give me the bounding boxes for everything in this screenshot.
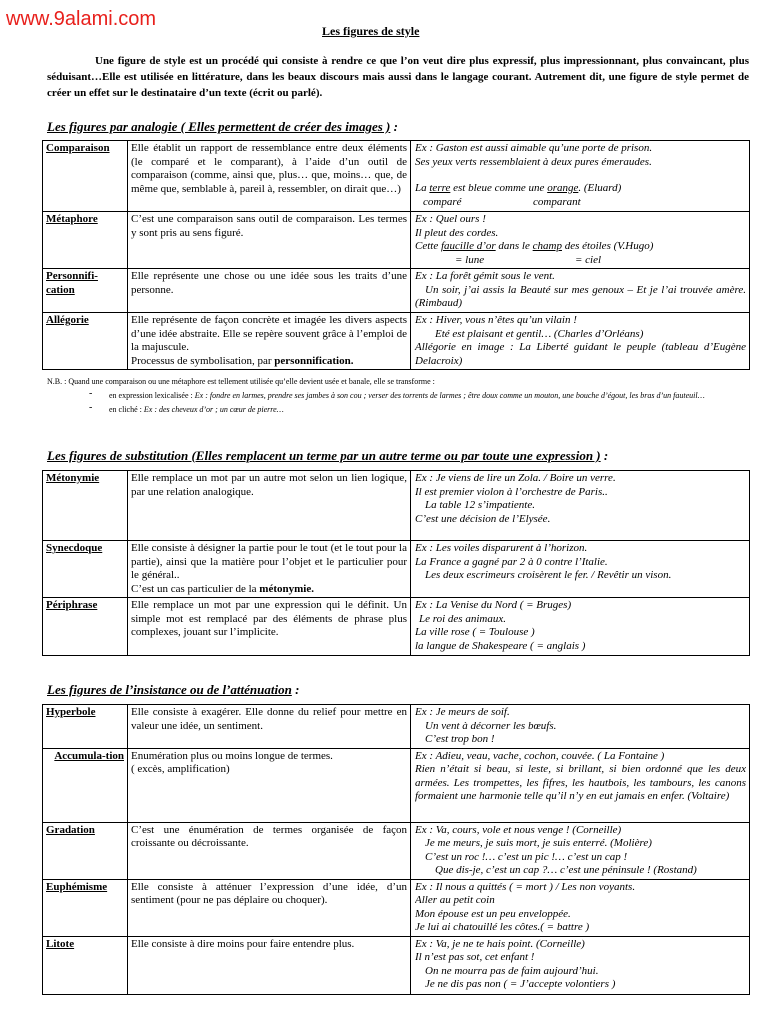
- term-personnification: Personnifi-cation: [43, 269, 128, 313]
- term-hyperbole: Hyperbole: [43, 705, 128, 749]
- term-allegorie: Allégorie: [43, 313, 128, 370]
- definition: Enumération plus ou moins longue de termes. ( excès, amplification): [128, 748, 411, 822]
- table-substitution: [42, 470, 750, 656]
- section-analogie-title: Les figures par analogie ( Elles permettent de créer des images ) :: [47, 119, 398, 134]
- table-insistance: [42, 704, 750, 995]
- term-periphrase: Périphrase: [43, 598, 128, 656]
- site-watermark: www.9alami.com: [6, 8, 157, 30]
- examples: Ex : La Venise du Nord ( = Bruges) Le roi des animaux. La ville rose ( = Toulouse ) la langue de Shakespeare ( = anglais ): [411, 598, 750, 656]
- definition: Elle consiste à exagérer. Elle donne du relief pour mettre en valeur une idée, un sentiment.: [128, 705, 411, 749]
- table-row: [43, 541, 750, 598]
- examples: Ex : Va, cours, vole et nous venge ! (Corneille) Je me meurs, je suis mort, je suis enterré. (Molière) C’est un roc !… c’est un pic !… c’est un cap ! Que dis-je, c’est un cap ?… c’est une péninsule ! (Rostand): [411, 822, 750, 879]
- table-row: [43, 212, 750, 269]
- definition: Elle représente de façon concrète et imagée les divers aspects d’une idée abstraite. Elle se repère souvent grâce à l’emploi de la majuscule. Processus de symbolisation, par personnification.: [128, 313, 411, 370]
- examples: Ex : Je viens de lire un Zola. / Boire un verre. Il est premier violon à l’orchestre de Paris.. La table 12 s’impatiente. C’est une décision de l’Elysée.: [411, 471, 750, 541]
- term-comparaison: Comparaison: [43, 141, 128, 212]
- term-litote: Litote: [43, 936, 128, 994]
- table-analogie: [42, 140, 750, 370]
- examples: Ex : Les voiles disparurent à l’horizon. La France a gagné par 2 à 0 contre l’Italie. Les deux escrimeurs croisèrent le fer. / Revêtir un vison.: [411, 541, 750, 598]
- term-metaphore: Métaphore: [43, 212, 128, 269]
- examples: Ex : Je meurs de soif. Un vent à décorner les bœufs. C’est trop bon !: [411, 705, 750, 749]
- page-title: Les figures de style: [322, 24, 420, 38]
- term-synecdoque: Synecdoque: [43, 541, 128, 598]
- table-row: [43, 748, 750, 822]
- examples: Ex : Il nous a quittés ( = mort ) / Les non voyants. Aller au petit coin Mon épouse est un peu enveloppée. Je lui ai chatouillé les côtes.( = battre ): [411, 879, 750, 936]
- table-row: [43, 822, 750, 879]
- intro-paragraph: Une figure de style est un procédé qui consiste à rendre ce que l’on veut dire plus expressif, plus impressionnant, plus convaincant, plus séduisant…Elle est utilisée en littérature, dans les beaux discours mais aussi dans le langage courant. Autrement dit, une figure de style permet de créer un effet sur le destinataire d’un texte (écrit ou parlé).: [47, 55, 749, 99]
- list-item: - en expression lexicalisée : Ex : fondre en larmes, prendre ses jambes à son cou ; verser des torrents de larmes ; être doux comme un mouton, une bouche d’égout, les bras d’un fauteuil…: [109, 390, 747, 401]
- table-row: [43, 879, 750, 936]
- table-row: [43, 313, 750, 370]
- table-row: [43, 269, 750, 313]
- term-euphemisme: Euphémisme: [43, 879, 128, 936]
- term-metonymie: Métonymie: [43, 471, 128, 541]
- table-row: [43, 936, 750, 994]
- definition: C’est une comparaison sans outil de comparaison. Les termes y sont pris au sens figuré.: [128, 212, 411, 269]
- examples: Ex : Quel ours ! Il pleut des cordes. Cette faucille d’or dans le champ des étoiles (V.Hugo) = lune = ciel: [411, 212, 750, 269]
- definition: C’est une énumération de termes organisée de façon croissante ou décroissante.: [128, 822, 411, 879]
- table-row: [43, 705, 750, 749]
- section-insistance-title: Les figures de l’insistance ou de l’atténuation :: [47, 682, 300, 697]
- examples: Ex : Gaston est aussi aimable qu’une porte de prison. Ses yeux verts ressemblaient à deux pures émeraudes. La terre est bleue comme une orange. (Eluard) comparé comparant: [411, 141, 750, 212]
- definition: Elle remplace un mot par un autre mot selon un lien logique, par une relation analogique.: [128, 471, 411, 541]
- section-substitution-title: Les figures de substitution (Elles remplacent un terme par un autre terme ou par toute une expression ) :: [47, 448, 609, 463]
- table-row: [43, 141, 750, 212]
- definition: Elle remplace un mot par une expression qui le définit. Un simple mot est remplacé par des éléments de phrase plus complexes, jouant sur l’implicite.: [128, 598, 411, 656]
- examples: Ex : Adieu, veau, vache, cochon, couvée. ( La Fontaine ) Rien n’était si beau, si leste, si brillant, si bien ordonné que les deux armées. Les trompettes, les fifres, les hautbois, les tambours, les canons formaient une harmonie telle qu’il n’y en eut jamais en enfer. (Voltaire): [411, 748, 750, 822]
- definition: Elle représente une chose ou une idée sous les traits d’une personne.: [128, 269, 411, 313]
- list-item: - en cliché : Ex : des cheveux d’or ; un cœur de pierre…: [109, 404, 747, 415]
- examples: Ex : Hiver, vous n’êtes qu’un vilain ! Eté est plaisant et gentil… (Charles d’Orléans) Allégorie en image : La Liberté guidant le peuple (tableau d’Eugène Delacroix): [411, 313, 750, 370]
- definition: Elle consiste à dire moins pour faire entendre plus.: [128, 936, 411, 994]
- definition: Elle établit un rapport de ressemblance entre deux éléments (le comparé et le comparant), à l’aide d’un outil de comparaison (comme, ainsi que, plus… que, moins… que, de même que, semblable à, pareil à, ressembler, on dirait que…): [128, 141, 411, 212]
- term-gradation: Gradation: [43, 822, 128, 879]
- definition: Elle consiste à atténuer l’expression d’une idée, d’un sentiment (pour ne pas déplaire ou choquer).: [128, 879, 411, 936]
- nota-bene: N.B. : Quand une comparaison ou une métaphore est tellement utilisée qu’elle devient usée et banale, elle se transforme : - en expression lexicalisée : Ex : fondre en larmes, prendre ses jambes à son cou ; verser des torrents de larmes ; être doux comme un mouton, une bouche d’égout, les bras d’un fauteuil… - en cliché : Ex : des cheveux d’or ; un cœur de pierre…: [47, 376, 747, 418]
- table-row: [43, 471, 750, 541]
- term-accumulation: Accumula-tion: [43, 748, 128, 822]
- examples: Ex : La forêt gémit sous le vent. Un soir, j’ai assis la Beauté sur mes genoux – Et je l’ai trouvée amère. (Rimbaud): [411, 269, 750, 313]
- table-row: [43, 598, 750, 656]
- examples: Ex : Va, je ne te hais point. (Corneille) Il n’est pas sot, cet enfant ! On ne mourra pas de faim aujourd’hui. Je ne dis pas non ( = J’accepte volontiers ): [411, 936, 750, 994]
- definition: Elle consiste à désigner la partie pour le tout (et le tout pour la partie), ainsi que la matière pour l’objet et le particulier pour le général.. C’est un cas particulier de la métonymie.: [128, 541, 411, 598]
